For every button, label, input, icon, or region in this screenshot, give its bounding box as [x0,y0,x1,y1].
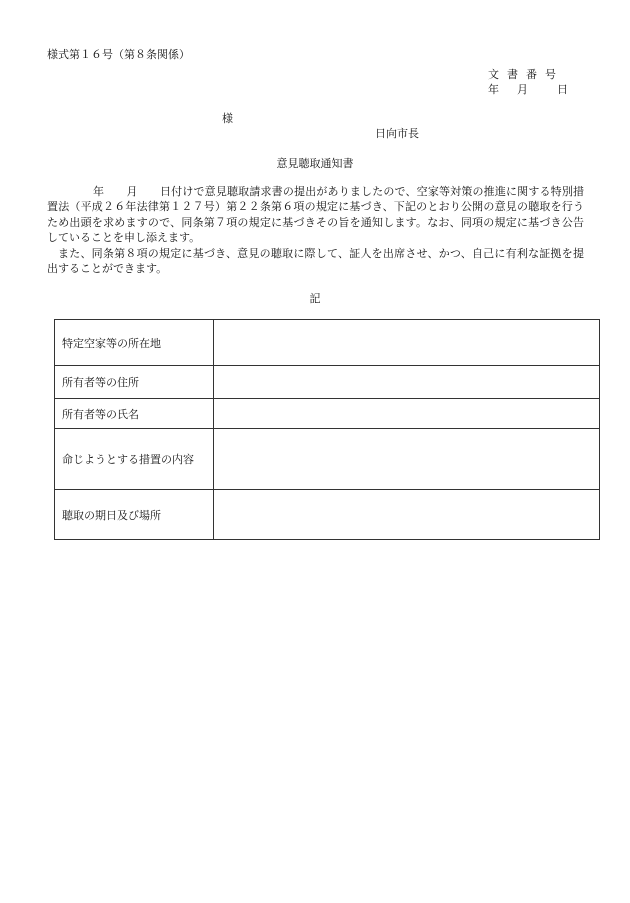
document-title: 意見聴取通知書 [276,157,354,170]
row-value-field[interactable] [214,429,600,490]
form-number: 様式第１６号（第８条関係） [47,48,190,61]
row-value-field[interactable] [214,399,600,429]
table-row [55,399,600,429]
date-day-label: 日 [557,83,568,96]
row-label: 命じようとする措置の内容 [55,429,214,490]
ki-heading: 記 [309,292,321,305]
row-value-field[interactable] [214,366,600,399]
document-number-label: 文書番号 [488,68,564,81]
body-paragraph-2: また、同条第８項の規定に基づき、意見の聴取に際して、証人を出席させ、かつ、自己に有利な証拠を提出することができます。 [47,246,584,276]
addressee-honorific: 様 [222,112,233,125]
row-label: 特定空家等の所在地 [55,320,214,366]
date-year-label: 年 [488,83,499,96]
row-label: 聴取の期日及び場所 [55,490,214,540]
document-body [47,184,584,276]
table-row [55,490,600,540]
document-date [488,81,568,97]
table-row [55,320,600,366]
row-value-field[interactable] [214,490,600,540]
table-row [55,429,600,490]
body-paragraph-1: 年 月 日付けで意見聴取請求書の提出がありましたので、空家等対策の推進に関する特別措置法（平成２６年法律第１２７号）第２２条第６項の規定に基づき、下記のとおり公開の意見の聴取を行うため出頭を求めますので、同条第７項の規定に基づきその旨を通知します。なお、同項の規定に基づき公告していることを申し添えます。 [47,185,584,245]
row-value-field[interactable] [214,320,600,366]
row-label: 所有者等の氏名 [55,399,214,429]
table-row [55,366,600,399]
row-label: 所有者等の住所 [55,366,214,399]
details-table [54,319,600,540]
sender-name: 日向市長 [375,127,419,140]
date-month-label: 月 [517,83,528,96]
